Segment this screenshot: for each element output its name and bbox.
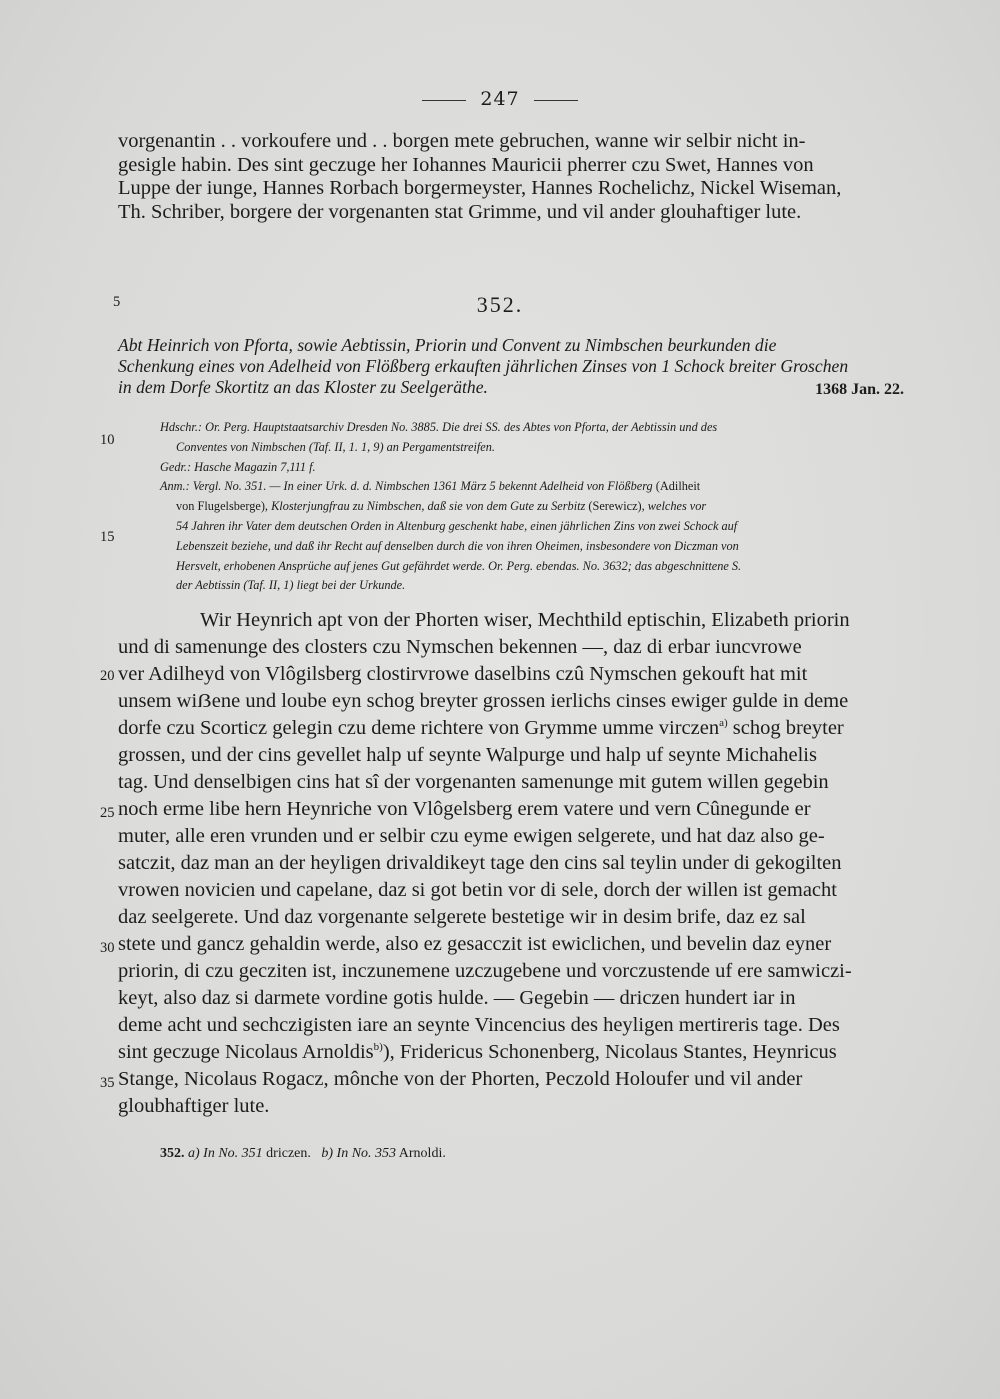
footnote-text: driczen. xyxy=(266,1146,311,1161)
footnote-label: b) In No. 353 xyxy=(321,1146,397,1161)
text-line xyxy=(118,1039,904,1066)
footnote-text: Arnoldi. xyxy=(398,1146,446,1161)
header-rule-left xyxy=(422,100,466,101)
text-line: ver Adilheyd von Vlôgilsberg clostirvrowe daselbins czû Nymschen gekouft hat mit xyxy=(118,663,808,685)
footnotes xyxy=(160,1146,446,1162)
apparatus-line: Hersvelt, erhobenen Ansprüche auf jenes Gut gefährdet werde. Or. Perg. ebendas. No. 3632; das abgeschnittene S. xyxy=(176,558,742,573)
text-line: unsem wiẞene und loube eyn schog breyter grossen ierlichs cinses ewiger gulde in deme xyxy=(118,690,849,712)
text-line: deme acht und sechczigisten iare an seynte Vincencius des heyligen mertireris tage. Des xyxy=(118,1014,840,1036)
document-number: 352. xyxy=(476,292,524,317)
regest-line: Schenkung eines von Adelheid von Flößberg erkauften jährlichen Zinses von 1 Schock breiter Groschen xyxy=(118,356,849,376)
text-line: tag. Und denselbigen cins hat sî der vorgenanten samenunge mit gutem willen gegebin xyxy=(118,771,829,793)
regest-line: Abt Heinrich von Pforta, sowie Aebtissin, Priorin und Convent zu Nimbschen beurkunden die xyxy=(118,335,777,355)
charter-text xyxy=(118,607,904,1120)
text-line: muter, alle eren vrunden und er selbir czu eyme ewigen selgerete, und hat daz also ge- xyxy=(118,825,825,847)
text-segment: schog breyter xyxy=(727,717,844,739)
page-header xyxy=(0,88,1000,110)
apparatus-line: 54 Jahren ihr Vater dem deutschen Orden in Altenburg geschenkt habe, einen jährlichen Zins von zwei Schock auf xyxy=(176,518,738,533)
text-line: satczit, daz man an der heyligen drivaldikeyt tage den cins sal teylin under di gekogilten xyxy=(118,852,842,874)
line-number: 20 xyxy=(100,668,115,684)
line-number: 30 xyxy=(100,940,115,956)
text-line: und di samenunge des closters czu Nymschen bekennen —, daz di erbar iuncvrowe xyxy=(118,636,802,658)
text-line: vrowen novicien und capelane, daz si got betin vor di sele, dorch der willen ist gemacht xyxy=(118,879,837,901)
continuation-text xyxy=(118,130,904,224)
critical-apparatus xyxy=(160,418,904,596)
line-number: 15 xyxy=(100,529,115,545)
line-number: 35 xyxy=(100,1075,115,1091)
apparatus-line: Hdschr.: Or. Perg. Hauptstaatsarchiv Dresden No. 3885. Die drei SS. des Abtes von Pforta, der Aebtissin und des xyxy=(160,420,718,434)
anm-text: , welches vor xyxy=(641,499,707,514)
text-line: vorgenantin . . vorkoufere und . . borgen mete gebruchen, wanne wir selbir nicht in- xyxy=(118,130,806,152)
text-segment: ), Fridericus Schonenberg, Nicolaus Stantes, Heynricus xyxy=(382,1041,837,1063)
text-line: noch erme libe hern Heynriche von Vlôgelsberg erem vatere und vern Cûnegunde er xyxy=(118,798,811,820)
footnote-marker: b) xyxy=(373,1041,383,1054)
footnote-marker: a) xyxy=(719,717,728,730)
text-segment: dorfe czu Scorticz gelegin czu deme richtere von Grymme umme virczen xyxy=(118,717,720,739)
apparatus-line: Lebenszeit beziehe, und daß ihr Recht auf denselben durch die von ihren Oheimen, insbesondere von Diczman von xyxy=(176,538,739,553)
apparatus-line: Conventes von Nimbschen (Taf. II, 1. 1, 9) an Pergamentstreifen. xyxy=(176,439,495,454)
apparatus-line xyxy=(160,497,904,517)
text-line: Stange, Nicolaus Rogacz, mônche von der Phorten, Peczold Holoufer und vil ander xyxy=(118,1068,803,1090)
text-segment: sint geczuge Nicolaus Arnoldis xyxy=(118,1041,374,1063)
text-line: gloubhaftiger lute. xyxy=(118,1095,270,1117)
footnote-label: a) In No. 351 xyxy=(188,1146,263,1161)
apparatus-line: der Aebtissin (Taf. II, 1) liegt bei der Urkunde. xyxy=(176,578,406,593)
anm-text: Anm.: Vergl. No. 351. — In einer Urk. d. d. Nimbschen 1361 März 5 bekennt Adelheid von Flößberg xyxy=(160,479,653,494)
document-date: 1368 Jan. 22. xyxy=(815,381,904,398)
anm-original-form: (Adilheit xyxy=(655,479,701,494)
text-line xyxy=(118,715,904,742)
apparatus-line: Gedr.: Hasche Magazin 7,111 f. xyxy=(160,459,316,474)
line-number: 10 xyxy=(100,432,115,448)
apparatus-line xyxy=(160,477,904,497)
footnote-number: 352. xyxy=(160,1146,185,1161)
text-line: stete und gancz gehaldin werde, also ez gesacczit ist ewiclichen, und bevelin daz eyner xyxy=(118,933,832,955)
text-line: grossen, und der cins gevellet halp uf seynte Walpurge und halp uf seynte Michahelis xyxy=(118,744,817,766)
text-line: daz seelgerete. Und daz vorgenante selgerete bestetige wir in desim brife, daz ez sal xyxy=(118,906,806,928)
text-line: Wir Heynrich apt von der Phorten wiser, Mechthild eptischin, Elizabeth priorin xyxy=(200,609,850,631)
line-number: 25 xyxy=(100,805,115,821)
anm-original-form: (Serewicz) xyxy=(588,499,642,514)
text-line: Th. Schriber, borgere der vorgenanten stat Grimme, und vil ander glouhaftiger lute. xyxy=(118,200,802,223)
anm-original-form: von Flugelsberge) xyxy=(176,499,265,514)
regest-line: in dem Dorfe Skortitz an das Kloster zu Seelgeräthe. xyxy=(118,377,488,397)
line-number: 5 xyxy=(113,294,121,310)
text-line: priorin, di czu gecziten ist, inczunemene uzczugebene und vorczustende uf ere samwiczi- xyxy=(118,960,852,982)
text-line: gesigle habin. Des sint geczuge her Iohannes Mauricii pherrer czu Swet, Hannes von xyxy=(118,153,814,176)
page-number: 247 xyxy=(480,88,520,110)
text-line: Luppe der iunge, Hannes Rorbach borgermeyster, Hannes Rochelichz, Nickel Wiseman, xyxy=(118,177,842,200)
text-line: keyt, also daz si darmete vordine gotis hulde. — Gegebin — driczen hundert iar in xyxy=(118,987,796,1009)
header-rule-right xyxy=(534,100,578,101)
regest xyxy=(118,335,904,398)
anm-text: , Klosterjungfrau zu Nimbschen, daß sie von dem Gute zu Serbitz xyxy=(264,499,586,514)
